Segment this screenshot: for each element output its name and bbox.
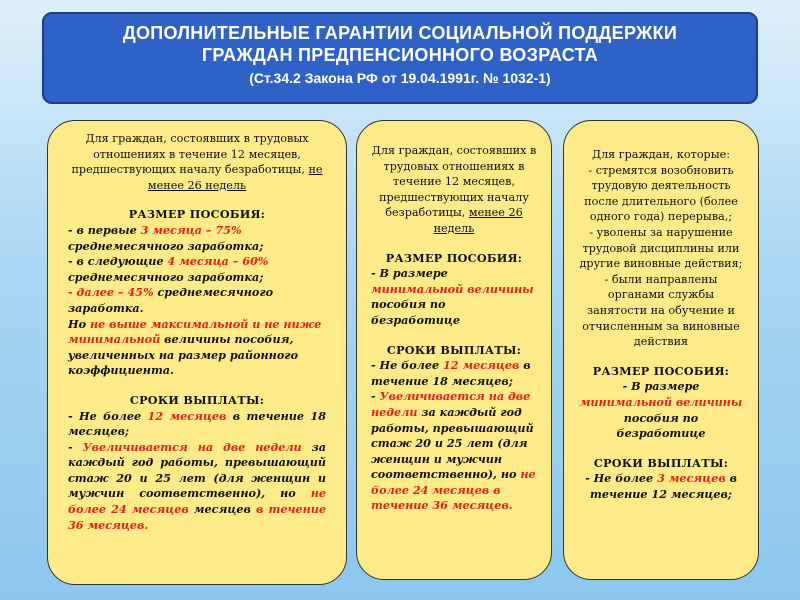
panel-less-than-26-weeks — [356, 120, 552, 580]
header-banner — [42, 12, 758, 104]
panel3-list-item: - были направлены органами службы занятости на обучение и отчисленным за виновные действия — [582, 272, 740, 349]
panel1-size-heading: РАЗМЕР ПОСОБИЯ: — [128, 207, 266, 222]
panel2-intro-text: Для граждан, состоявших в трудовых отношениях в течение 12 месяцев, предшествующих началу безработицы, — [371, 144, 537, 220]
panel1-size-item-1: - в первые 3 месяца – 75% среднемесячного заработка; — [68, 222, 264, 253]
panel2-terms-item-2: - Увеличивается на две недели за каждый год работы, превышающий стаж 20 и 25 лет (для женщин и мужчин соответственно), но не более 24 месяцев в течение 36 месяцев. — [371, 389, 536, 513]
panel-26-weeks-or-more — [47, 120, 347, 585]
panel3-size-heading: РАЗМЕР ПОСОБИЯ: — [592, 363, 730, 378]
panel1-terms-item-1: - Не более 12 месяцев в течение 18 месяцев; — [68, 408, 326, 439]
panel3-terms-item-1: - Не более 3 месяцев в течение 12 месяцев; — [585, 471, 737, 501]
header-title-line1: ДОПОЛНИТЕЛЬНЫЕ ГАРАНТИИ СОЦИАЛЬНОЙ ПОДДЕРЖКИ — [122, 23, 678, 43]
panel1-terms-heading: СРОКИ ВЫПЛАТЫ: — [129, 392, 265, 407]
panel3-intro: Для граждан, которые: — [591, 148, 731, 161]
panel3-list-item: - стремятся возобновить трудовую деятельность после длительного (более одного года) перерыва,; — [584, 163, 738, 224]
panel-other-categories — [563, 120, 759, 580]
panel1-terms-item-2: - Увеличивается на две недели за каждый год работы, превышающий стаж 20 и 25 лет (для женщин и мужчин соответственно), но не более 24 месяцев месяцев в течение 36 месяцев. — [68, 439, 326, 532]
panel3-list-item: - уволены за нарушение трудовой дисциплины или другие виновные действия; — [579, 225, 743, 271]
panel2-terms-heading: СРОКИ ВЫПЛАТЫ: — [386, 342, 522, 357]
panel1-limit-note: Но не выше максимальной и не ниже минимальной величины пособия, увеличенных на размер районного коэффициента. — [68, 316, 322, 378]
panel2-terms-item-1: - Не более 12 месяцев в течение 18 месяцев; — [371, 358, 531, 388]
panel1-intro — [68, 131, 326, 193]
panel3-terms-heading: СРОКИ ВЫПЛАТЫ: — [593, 455, 729, 470]
panel3-size-item-1: - В размере минимальной величины пособия по безработице — [579, 379, 743, 441]
panel1-intro-text: Для граждан, состоявших в трудовых отношениях в течение 12 месяцев, предшествующих началу безработицы, — [71, 132, 309, 177]
panel2-size-heading: РАЗМЕР ПОСОБИЯ: — [385, 250, 523, 265]
panel2-intro — [371, 143, 537, 237]
panel1-intro-duration: не менее 26 недель — [147, 163, 323, 192]
panel2-size-item-1: - В размере минимальной величины пособия по безработице — [371, 266, 534, 327]
header-law-reference: (Ст.34.2 Закона РФ от 19.04.1991г. № 1032-1) — [249, 70, 551, 86]
panel1-size-item-2: - в следующие 4 месяца – 60% среднемесячного заработка; — [68, 254, 269, 284]
panel2-intro-duration: менее 26 недель — [433, 206, 523, 235]
panel1-size-item-3: - далее – 45% среднемесячного заработка. — [68, 285, 274, 315]
header-title-line2: ГРАЖДАН ПРЕДПЕНСИОННОГО ВОЗРАСТА — [201, 45, 599, 65]
